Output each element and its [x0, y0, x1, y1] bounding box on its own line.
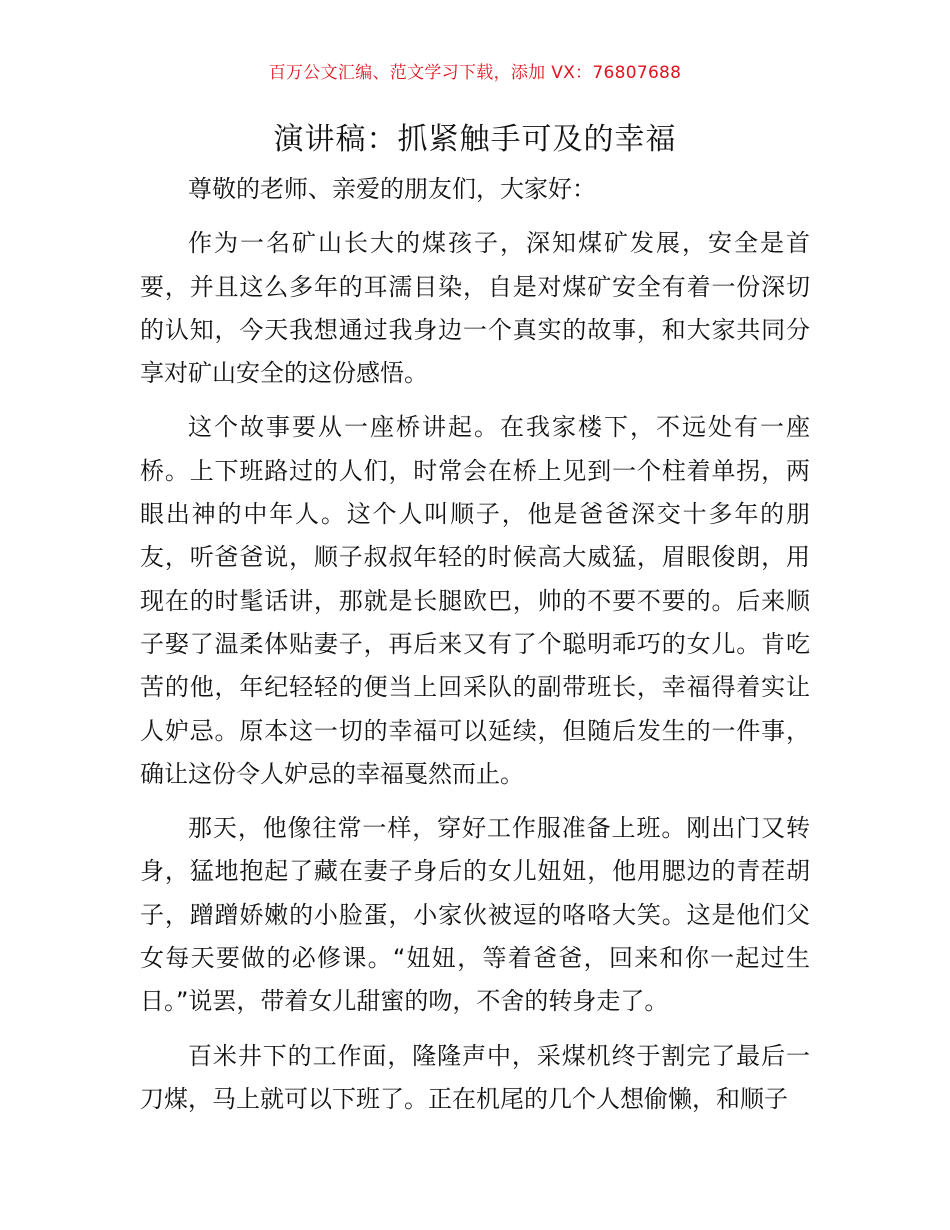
- document-title: 演讲稿：抓紧触手可及的幸福: [273, 122, 677, 157]
- download-notice-header: 百万公文汇编、范文学习下载，添加 VX：76807688: [268, 63, 682, 83]
- paragraph-bridge-story: 这个故事要从一座桥讲起。在我家楼下，不远处有一座桥。上下班路过的人们，时常会在桥上见到一个柱着单拐，两眼出神的中年人。这个人叫顺子，他是爸爸深交十多年的朋友，听爸爸说，顺子叔叔年轻的时候高大威猛，眉眼俊朗，用现在的时髦话讲，那就是长腿欧巴，帅的不要不要的。后来顺子娶了温柔体贴妻子，再后来又有了个聪明乖巧的女儿。肯吃苦的他，年纪轻轻的便当上回采队的副带班长，幸福得着实让人妒忌。原本这一切的幸福可以延续，但随后发生的一件事，确让这份令人妒忌的幸福戛然而止。: [140, 413, 810, 788]
- paragraph-introduction: 作为一名矿山长大的煤孩子，深知煤矿发展，安全是首要，并且这么多年的耳濡目染，自是对煤矿安全有着一份深切的认知，今天我想通过我身边一个真实的故事，和大家共同分享对矿山安全的这份感悟。: [140, 229, 810, 388]
- paragraph-that-day: 那天，他像往常一样，穿好工作服准备上班。刚出门又转身，猛地抱起了藏在妻子身后的女儿妞妞，他用腮边的青茬胡子，蹭蹭娇嫩的小脸蛋，小家伙被逗的咯咯大笑。这是他们父女每天要做的必修课。“妞妞，等着爸爸，回来和你一起过生日。”说罢，带着女儿甜蜜的吻，不舍的转身走了。: [140, 814, 810, 1016]
- document-body: [140, 168, 810, 1132]
- paragraph-underground: 百米井下的工作面，隆隆声中，采煤机终于割完了最后一刀煤，马上就可以下班了。正在机尾的几个人想偷懒，和顺子: [140, 1041, 810, 1113]
- paragraph-greeting: 尊敬的老师、亲爱的朋友们，大家好：: [188, 175, 596, 203]
